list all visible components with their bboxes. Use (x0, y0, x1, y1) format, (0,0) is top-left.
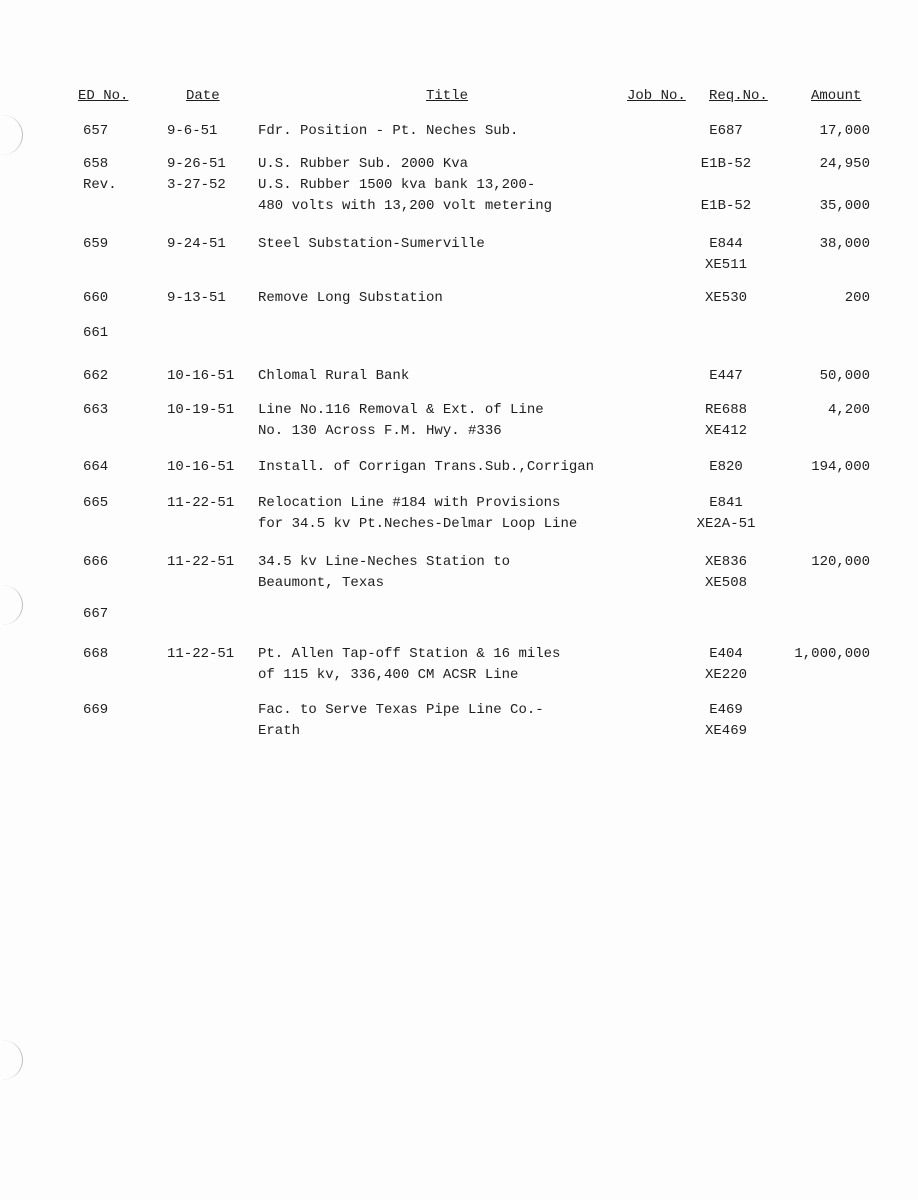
title-line: of 115 kv, 336,400 CM ACSR Line (258, 667, 519, 683)
cell-date (167, 366, 234, 387)
cell-amount (811, 552, 870, 573)
cell-ed-no (83, 493, 108, 514)
cell-date (167, 400, 234, 421)
cell-amount (828, 400, 870, 421)
cell-ed-no (83, 366, 108, 387)
cell-req-no (690, 493, 762, 535)
cell-date (167, 552, 234, 573)
cell-amount (820, 154, 870, 217)
title-line: 34.5 kv Line-Neches Station to (258, 554, 511, 570)
title-line: Fac. to Serve Texas Pipe Line Co.- (258, 702, 544, 718)
header-job-no: Job No. (627, 88, 686, 104)
ed-no-line: 662 (83, 368, 109, 384)
req-no-line: XE220 (704, 667, 747, 683)
title-line: Line No.116 Removal & Ext. of Line (258, 402, 544, 418)
cell-title (258, 288, 443, 309)
cell-date (167, 457, 234, 478)
ed-no-line: Rev. (83, 177, 117, 193)
req-no-line: RE688 (704, 402, 747, 418)
cell-title (258, 154, 552, 217)
cell-req-no (690, 121, 762, 142)
cell-amount (794, 644, 870, 665)
ed-no-line: 657 (83, 123, 109, 139)
title-line: 480 volts with 13,200 volt metering (258, 198, 553, 214)
title-line: U.S. Rubber Sub. 2000 Kva (258, 156, 469, 172)
req-no-line: E687 (709, 123, 743, 139)
cell-title (258, 400, 544, 442)
date-line: 10-16-51 (167, 459, 235, 475)
cell-amount (820, 366, 870, 387)
req-no-line: XE469 (704, 723, 747, 739)
cell-amount (811, 457, 870, 478)
req-no-line: XE511 (704, 257, 747, 273)
cell-req-no (690, 366, 762, 387)
cell-title (258, 121, 518, 142)
title-line: Beaumont, Texas (258, 575, 385, 591)
ed-no-line: 664 (83, 459, 109, 475)
cell-req-no (690, 400, 762, 442)
ed-no-line: 659 (83, 236, 109, 252)
req-no-line: XE508 (704, 575, 747, 591)
ed-no-line: 663 (83, 402, 109, 418)
punch-hole (0, 585, 23, 625)
req-no-line: XE836 (704, 554, 747, 570)
amount-line: 17,000 (819, 123, 870, 139)
amount-line: 120,000 (811, 554, 870, 570)
ed-no-line: 667 (83, 606, 109, 622)
cell-req-no (690, 154, 762, 217)
cell-ed-no (83, 644, 108, 665)
req-no-line: XE412 (704, 423, 747, 439)
ed-no-line: 660 (83, 290, 109, 306)
cell-ed-no (83, 700, 108, 721)
title-line: Chlomal Rural Bank (258, 368, 410, 384)
ed-no-line: 658 (83, 156, 109, 172)
cell-title (258, 644, 560, 686)
date-line: 11-22-51 (167, 495, 235, 511)
cell-date (167, 234, 226, 255)
date-line: 10-16-51 (167, 368, 235, 384)
header-ed-no: ED No. (78, 88, 129, 104)
cell-req-no (690, 700, 762, 742)
amount-line: 50,000 (819, 368, 870, 384)
req-no-line: E404 (709, 646, 743, 662)
cell-date (167, 493, 234, 514)
cell-title (258, 552, 510, 594)
cell-title (258, 234, 485, 255)
cell-req-no (690, 457, 762, 478)
req-no-line: XE530 (704, 290, 747, 306)
cell-ed-no (83, 234, 108, 255)
cell-req-no (690, 234, 762, 276)
req-no-line: E1B-52 (700, 198, 752, 214)
title-line: Steel Substation-Sumerville (258, 236, 485, 252)
cell-ed-no (83, 457, 108, 478)
date-line: 11-22-51 (167, 646, 235, 662)
header-req-no: Req.No. (709, 88, 768, 104)
cell-ed-no (83, 400, 108, 421)
amount-line: 35,000 (819, 198, 870, 214)
cell-title (258, 700, 544, 742)
date-line: 9-13-51 (167, 290, 226, 306)
amount-line: 4,200 (827, 402, 870, 418)
date-line: 9-24-51 (167, 236, 226, 252)
date-line: 9-6-51 (167, 123, 218, 139)
cell-ed-no (83, 154, 117, 196)
cell-date (167, 121, 217, 142)
cell-title (258, 457, 594, 478)
cell-ed-no (83, 552, 108, 573)
title-line: Pt. Allen Tap-off Station & 16 miles (258, 646, 561, 662)
cell-date (167, 644, 234, 665)
ed-no-line: 665 (83, 495, 109, 511)
date-line: 3-27-52 (167, 177, 226, 193)
date-line: 9-26-51 (167, 156, 226, 172)
cell-date (167, 288, 226, 309)
title-line: U.S. Rubber 1500 kva bank 13,200- (258, 177, 536, 193)
req-no-line: E447 (709, 368, 743, 384)
ed-no-line: 661 (83, 325, 109, 341)
req-no-line: E469 (709, 702, 743, 718)
punch-hole (0, 115, 23, 155)
cell-ed-no (83, 323, 108, 344)
cell-ed-no (83, 604, 108, 625)
header-title: Title (426, 88, 469, 104)
title-line: Fdr. Position - Pt. Neches Sub. (258, 123, 519, 139)
punch-hole (0, 1040, 23, 1080)
cell-ed-no (83, 121, 108, 142)
cell-req-no (690, 644, 762, 686)
amount-line (820, 175, 870, 196)
cell-title (258, 366, 409, 387)
req-no-line: E841 (709, 495, 743, 511)
ed-no-line: 669 (83, 702, 109, 718)
cell-amount (845, 288, 870, 309)
date-line: 11-22-51 (167, 554, 235, 570)
header-amount: Amount (811, 88, 862, 104)
amount-line: 38,000 (819, 236, 870, 252)
amount-line: 194,000 (811, 459, 870, 475)
title-line: for 34.5 kv Pt.Neches-Delmar Loop Line (258, 516, 578, 532)
cell-req-no (690, 288, 762, 309)
cell-req-no (690, 552, 762, 594)
req-no-line: E844 (709, 236, 743, 252)
amount-line: 1,000,000 (794, 646, 870, 662)
title-line: Remove Long Substation (258, 290, 443, 306)
amount-line: 24,950 (819, 156, 870, 172)
ed-no-line: 668 (83, 646, 109, 662)
cell-amount (820, 234, 870, 255)
title-line: Erath (258, 723, 301, 739)
req-no-line: E820 (709, 459, 743, 475)
header-date: Date (186, 88, 220, 104)
cell-ed-no (83, 288, 108, 309)
req-no-line: XE2A-51 (696, 516, 756, 532)
amount-line: 200 (844, 290, 870, 306)
cell-title (258, 493, 577, 535)
req-no-line: E1B-52 (700, 156, 752, 172)
ed-no-line: 666 (83, 554, 109, 570)
req-no-line (690, 175, 762, 196)
title-line: No. 130 Across F.M. Hwy. #336 (258, 423, 502, 439)
date-line: 10-19-51 (167, 402, 235, 418)
cell-date (167, 154, 226, 196)
title-line: Relocation Line #184 with Provisions (258, 495, 561, 511)
title-line: Install. of Corrigan Trans.Sub.,Corrigan (258, 459, 595, 475)
cell-amount (820, 121, 870, 142)
